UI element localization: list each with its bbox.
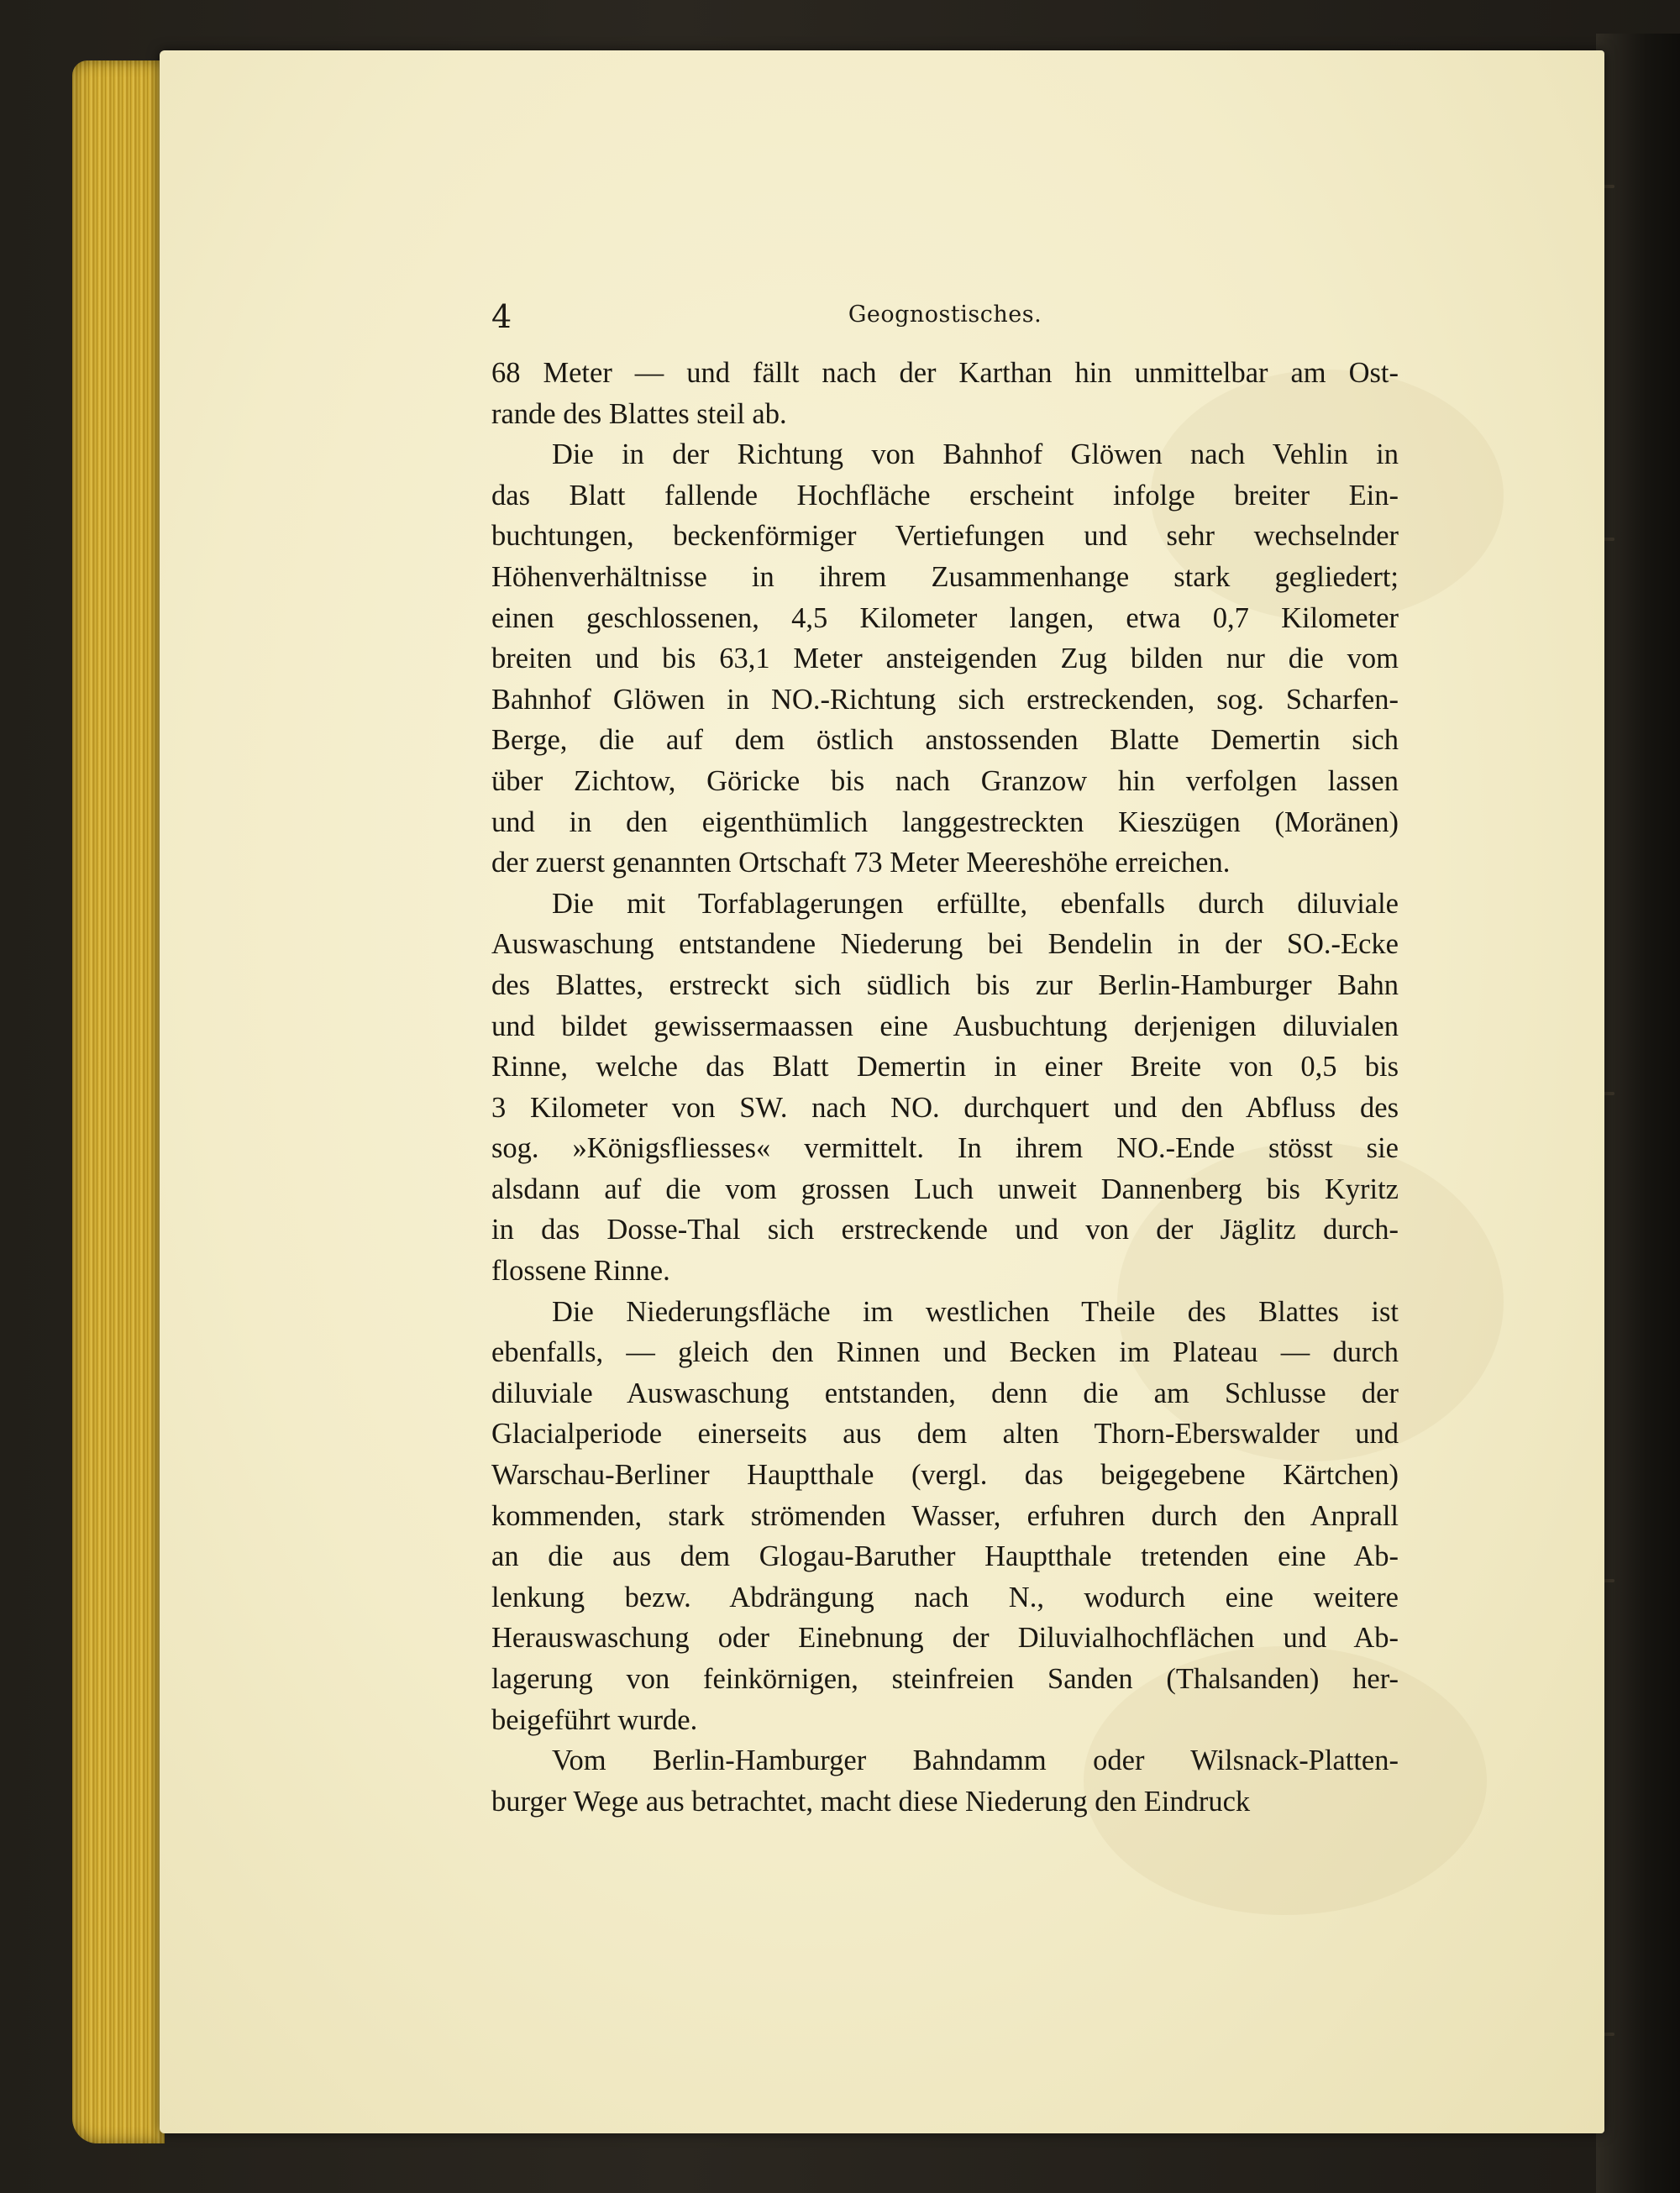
sewing-mark — [1603, 2033, 1614, 2036]
text-line: kommenden, stark strömenden Wasser, erfuhren durch den Anprall — [491, 1499, 1399, 1532]
text-line: Die mit Torfablagerungen erfüllte, ebenfalls durch diluviale — [552, 887, 1399, 920]
paragraph — [491, 434, 1399, 884]
text-line: an die aus dem Glogau-Baruther Hauptthale tretenden eine Ab- — [491, 1540, 1399, 1573]
text-line: 3 Kilometer von SW. nach NO. durchquert und den Abfluss des — [491, 1091, 1399, 1124]
text-line: sog. »Königsfliesses« vermittelt. In ihrem NO.-Ende stösst sie — [491, 1132, 1399, 1165]
text-line: ebenfalls, — gleich den Rinnen und Becken im Plateau — durch — [491, 1336, 1399, 1369]
text-line: Bahnhof Glöwen in NO.-Richtung sich erstreckenden, sog. Scharfen- — [491, 683, 1399, 716]
text-line: beigeführt wurde. — [491, 1703, 698, 1736]
text-line: diluviale Auswaschung entstanden, denn die am Schlusse der — [491, 1377, 1399, 1409]
text-line: Warschau-Berliner Hauptthale (vergl. das beigegebene Kärtchen) — [491, 1459, 1399, 1492]
text-line: Berge, die auf dem östlich anstossenden Blatte Demertin sich — [491, 724, 1399, 757]
book-binding-right — [1596, 34, 1680, 2193]
text-line: alsdann auf die vom grossen Luch unweit Dannenberg bis Kyritz — [491, 1173, 1399, 1205]
text-line: Vom Berlin-Hamburger Bahndamm oder Wilsnack-Platten- — [552, 1744, 1399, 1777]
page-header — [491, 298, 1399, 340]
text-line: buchtungen, beckenförmiger Vertiefungen und sehr wechselnder — [491, 520, 1399, 553]
text-line: und in den eigenthümlich langgestreckten Kieszügen (Moränen) — [491, 805, 1399, 838]
text-line: breiten und bis 63,1 Meter ansteigenden Zug bilden nur die vom — [491, 643, 1399, 675]
text-line: einen geschlossenen, 4,5 Kilometer langen, etwa 0,7 Kilometer — [491, 601, 1399, 634]
text-line: Die Niederungsfläche im westlichen Theile des Blattes ist — [552, 1295, 1399, 1328]
paragraph — [491, 1740, 1399, 1822]
text-line: 68 Meter — und fällt nach der Karthan hin unmittelbar am Ost- — [491, 357, 1399, 389]
text-line: Herauswaschung oder Einebnung der Diluvialhochflächen und Ab- — [491, 1622, 1399, 1655]
text-line: und bildet gewissermaassen eine Ausbuchtung derjenigen diluvialen — [491, 1010, 1399, 1042]
text-line: in das Dosse-Thal sich erstreckende und von der Jäglitz durch- — [491, 1214, 1399, 1246]
text-line: Auswaschung entstandene Niederung bei Bendelin in der SO.-Ecke — [491, 928, 1399, 961]
text-line: der zuerst genannten Ortschaft 73 Meter Meereshöhe erreichen. — [491, 847, 1231, 879]
text-line: Die in der Richtung von Bahnhof Glöwen nach Vehlin in — [552, 438, 1399, 471]
text-line: lagerung von feinkörnigen, steinfreien Sanden (Thalsanden) her- — [491, 1663, 1399, 1695]
body-text — [491, 353, 1399, 1822]
paragraph — [491, 353, 1399, 434]
sewing-mark — [1603, 538, 1614, 541]
text-line: lenkung bezw. Abdrängung nach N., wodurch eine weitere — [491, 1581, 1399, 1613]
text-line: Rinne, welche das Blatt Demertin in einer Breite von 0,5 bis — [491, 1051, 1399, 1083]
text-line: rande des Blattes steil ab. — [491, 397, 787, 430]
gilt-page-edges — [72, 60, 165, 2143]
text-line: flossene Rinne. — [491, 1255, 670, 1288]
text-line: Höhenverhältnisse in ihrem Zusammenhange stark gegliedert; — [491, 560, 1399, 593]
paragraph — [491, 884, 1399, 1292]
running-head: Geognostisches. — [848, 302, 1042, 328]
page-number: 4 — [491, 298, 512, 335]
text-line: des Blattes, erstreckt sich südlich bis zur Berlin-Hamburger Bahn — [491, 968, 1399, 1001]
text-line: über Zichtow, Göricke bis nach Granzow hin verfolgen lassen — [491, 764, 1399, 797]
paragraph — [491, 1292, 1399, 1741]
sewing-mark — [1603, 1092, 1614, 1095]
text-line: Glacialperiode einerseits aus dem alten Thorn-Eberswalder und — [491, 1418, 1399, 1451]
text-line: das Blatt fallende Hochfläche erscheint infolge breiter Ein- — [491, 479, 1399, 512]
text-line: burger Wege aus betrachtet, macht diese Niederung den Eindruck — [491, 1785, 1251, 1818]
sewing-mark — [1603, 1579, 1614, 1582]
sewing-mark — [1603, 185, 1614, 188]
